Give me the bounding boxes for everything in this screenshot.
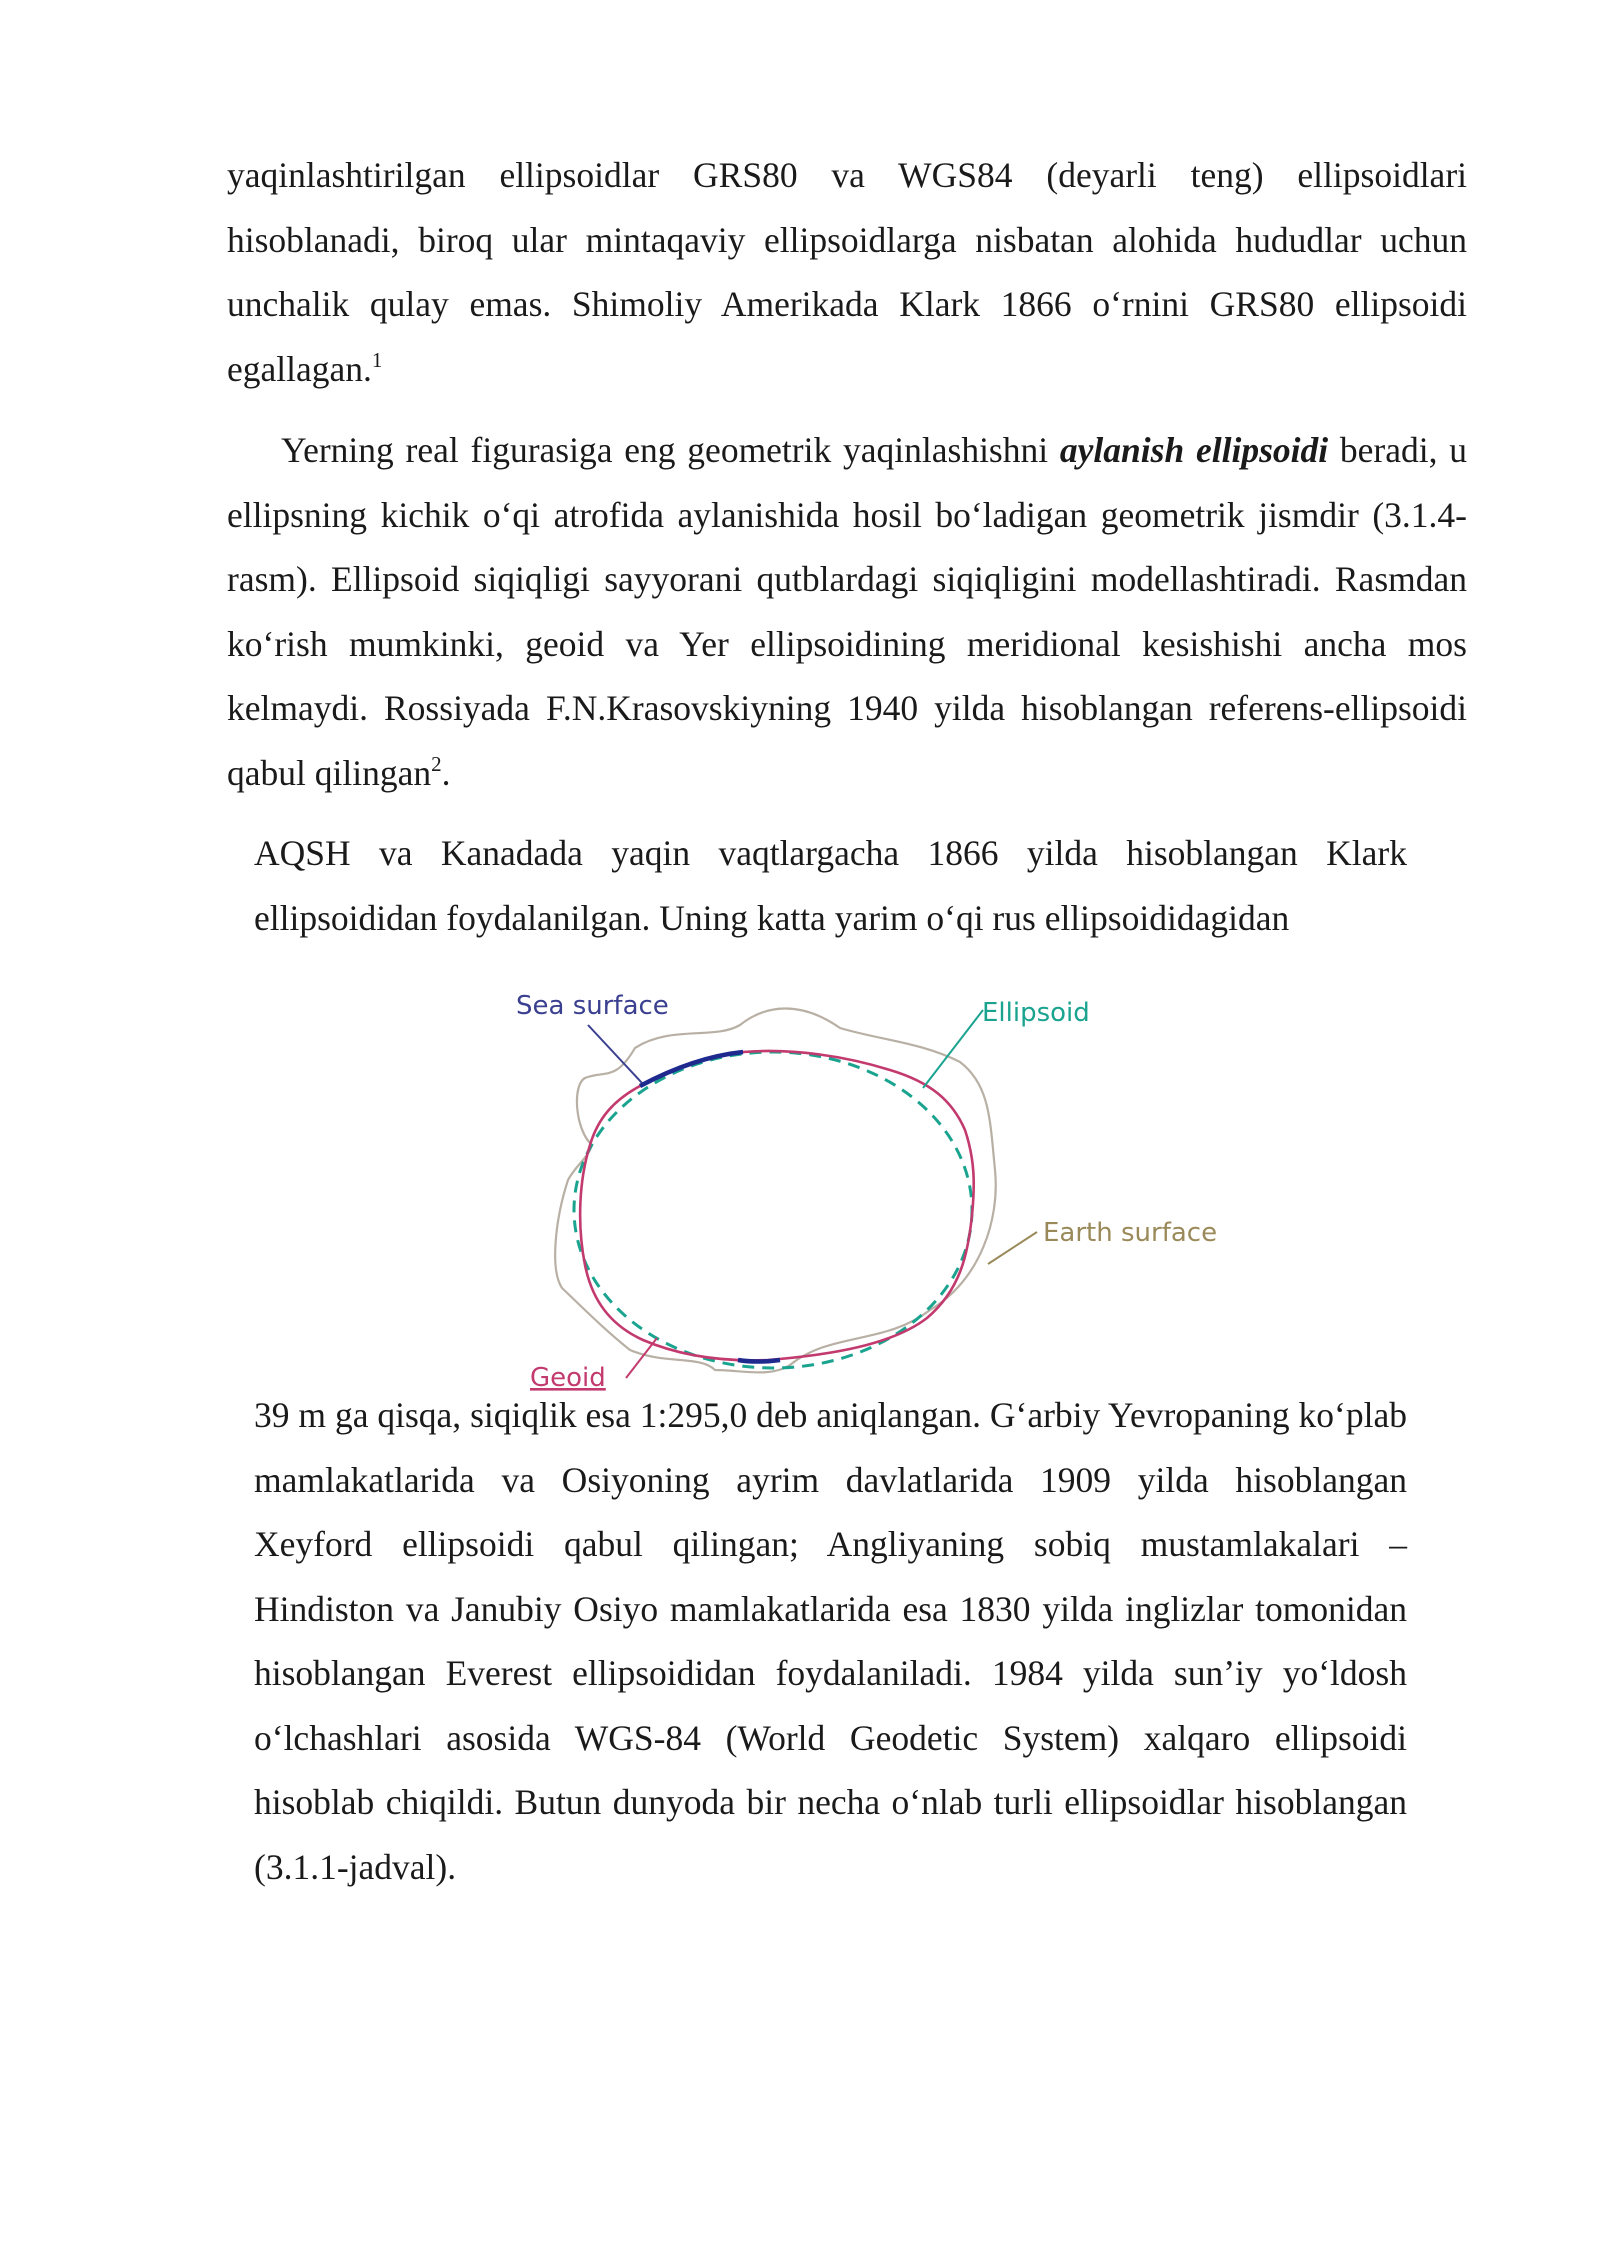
geoid-curve xyxy=(580,1051,974,1360)
term-rotation-ellipsoid: aylanish ellipsoidi xyxy=(1059,430,1329,470)
paragraph-1-text: yaqinlashtirilgan ellipsoidlar GRS80 va WGS84 (deyarli teng) ellipsoidlari hisoblanadi, biroq ular mintaqaviy ellipsoidlarga nisbatan alohida hududlar uchun unchalik qulay emas. Shimoliy Amerikada Klark 1866 oʻrnini GRS80 ellipsoidi egallagan. xyxy=(227,155,1467,389)
paragraph-2-intro: Yerning real figurasiga eng geometrik yaqinlashishni xyxy=(281,430,1060,470)
sea-surface-label: Sea surface xyxy=(516,991,669,1021)
earth-surface-label: Earth surface xyxy=(1043,1218,1218,1248)
earth-figures-diagram xyxy=(500,970,1280,1415)
footnote-ref-2[interactable]: 2 xyxy=(431,751,442,776)
paragraph-4: 39 m ga qisqa, siqiqlik esa 1:295,0 deb aniqlangan. Gʻarbiy Yevropaning koʻplab mamlakatlarida va Osiyoning ayrim davlatlarida 1909 yilda hisoblangan Xeyford ellipsoidi qabul qilingan; Angliyaning sobiq mustamlakalari – Hindiston va Janubiy Osiyo mamlakatlarida esa 1830 yilda inglizlar tomonidan hisoblangan Everest ellipsoididan foydalaniladi. 1984 yilda sunʼiy yoʻldosh oʻlchashlari asosida WGS-84 (World Geodetic System) xalqaro ellipsoidi hisoblab chiqildi. Butun dunyoda bir necha oʻnlab turli ellipsoidlar hisoblangan (3.1.1-jadval). xyxy=(254,1395,1407,1887)
earth-surface-curve xyxy=(555,1008,996,1372)
sea-surface-curve-bottom xyxy=(738,1360,780,1362)
geoid-pointer xyxy=(626,1338,657,1378)
paragraph-3: AQSH va Kanadada yaqin vaqtlargacha 1866 yilda hisoblangan Klark ellipsoididan foydalanilgan. Uning katta yarim oʻqi rus ellipsoididagidan xyxy=(254,833,1407,938)
ellipsoid-label: Ellipsoid xyxy=(982,998,1090,1028)
geoid-label: Geoid xyxy=(530,1363,606,1393)
paragraph-2-end: . xyxy=(441,752,451,793)
earth-surface-pointer xyxy=(988,1232,1037,1264)
paragraph-1 xyxy=(227,143,1467,401)
paragraph-2-body: beradi, u ellipsning kichik oʻqi atrofida aylanishida hosil boʻladigan geometrik jismdir (3.1.4-rasm). Ellipsoid siqiqligi sayyorani qutblardagi siqiqligini modellashtiradi. Rasmdan koʻrish mumkinki, geoid va Yer ellipsoidining meridional kesishishi ancha mos kelmaydi. Rossiyada F.N.Krasovskiyning 1940 yilda hisoblangan referens-ellipsoidi qabul qilingan xyxy=(227,430,1468,793)
footnote-ref-1[interactable]: 1 xyxy=(371,347,383,372)
paragraph-2 xyxy=(227,418,1467,805)
